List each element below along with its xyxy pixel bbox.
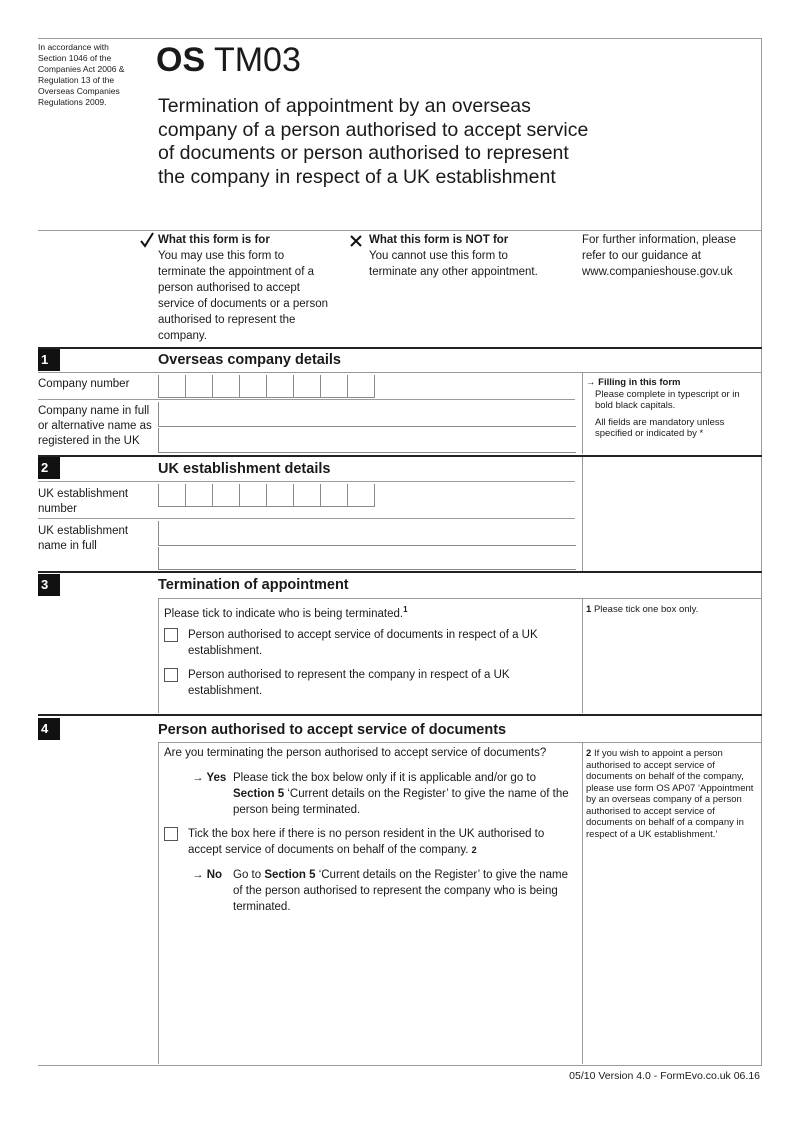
section-1-sidebar-divider (582, 372, 583, 454)
section-2-subrule (38, 481, 575, 482)
form-code-prefix: OS (156, 41, 206, 79)
section-4-question: Are you terminating the person authorised to accept service of documents? (164, 747, 547, 759)
no-label (192, 867, 222, 883)
footer-version: 05/10 Version 4.0 - FormEvo.co.uk 06.16 (569, 1070, 760, 1082)
form-title: Termination of appointment by an overseas company of a person authorised to accept service of documents or person authorised to represent the company in respect of a UK establishment (158, 95, 589, 188)
section-3-number: 3 (38, 574, 60, 596)
note-1-marker: 1 (586, 604, 592, 615)
section-1-rule (38, 347, 762, 349)
arrow-right-icon: → (586, 377, 599, 388)
uk-establishment-name-label: UK establishment name in full (38, 525, 129, 552)
company-name-label: Company name in full or alternative name as registered in the UK (38, 405, 152, 447)
section-2-rule (38, 455, 762, 457)
section-3-rule (38, 571, 762, 573)
no-text-a: Go to (233, 869, 262, 881)
no-text-b: ‘Current details on the Register’ to give the name of the person authorised to represent the company who is being terminated. (233, 869, 568, 913)
yes-text-b: ‘Current details on the Register’ to give the name of the person being terminated. (233, 788, 569, 816)
further-info: For further information, please refer to our guidance at www.companieshouse.gov.uk (582, 234, 737, 278)
note-2-marker: 2 (586, 748, 592, 759)
filling-note-text-2: All fields are mandatory unless specified or indicated by * (595, 416, 725, 439)
arrow-right-icon: → (192, 772, 207, 784)
footnote-1-marker: 1 (403, 605, 408, 614)
form-code (156, 40, 301, 80)
what-not-for-block (369, 232, 559, 280)
no-label-text: No (206, 869, 223, 881)
section-3-prompt-text: Please tick to indicate who is being terminated. (164, 607, 404, 620)
section-4-rule (38, 714, 762, 716)
section-4-sidebar-divider (582, 742, 583, 1064)
uk-establishment-number-input[interactable] (158, 484, 375, 507)
frame-top-line (38, 38, 762, 39)
section-4-heading: Person authorised to accept service of documents (158, 722, 507, 738)
yes-label (192, 770, 226, 786)
section-4-subrule (158, 742, 762, 743)
check-icon (139, 232, 155, 248)
section-4-note (586, 748, 758, 840)
what-for-text: You may use this form to terminate the appointment of a person authorised to accept service of documents or a person authorised to represent the company. (158, 250, 329, 342)
cross-icon (349, 234, 363, 248)
no-uk-person-text: Tick the box here if there is no person resident in the UK authorised to accept service of documents on behalf of the company. (188, 828, 545, 856)
section-4-note-text: If you wish to appoint a person authorised to accept service of documents on behalf of the company, please use form OS AP07 ‘Appointment by an overseas company of a person authorised to accept service of documents on behalf of a company in respect of a UK establishment.’ (586, 748, 754, 840)
section-1-subrule (38, 372, 762, 373)
section-4-left-border (158, 742, 159, 1064)
yes-text-a: Please tick the box below only if it is applicable and/or go to (233, 772, 537, 784)
section-2-heading: UK establishment details (158, 461, 331, 477)
no-instructions (233, 867, 568, 915)
section-2-sidebar-divider (582, 457, 583, 571)
what-for-heading: What this form is for (158, 234, 270, 246)
section-3-note (586, 604, 698, 616)
company-number-rule (38, 399, 575, 400)
intro-divider (38, 230, 762, 231)
terminate-represent-label: Person authorised to represent the company in respect of a UK establishment. (188, 669, 510, 697)
company-number-input[interactable] (158, 375, 375, 398)
uk-establishment-number-rule (38, 518, 575, 519)
yes-section-ref: Section 5 (233, 788, 285, 800)
uk-establishment-name-field-1[interactable] (158, 521, 576, 546)
frame-bottom-line (38, 1065, 762, 1066)
section-1-number: 1 (38, 349, 60, 371)
what-for-block (158, 232, 333, 344)
arrow-right-icon: → (192, 869, 207, 881)
uk-establishment-name-field-2[interactable] (158, 547, 576, 570)
filling-note (586, 377, 758, 440)
section-3-prompt (164, 602, 408, 622)
section-3-heading: Termination of appointment (158, 577, 349, 593)
section-4-number: 4 (38, 718, 60, 740)
section-2-number: 2 (38, 457, 60, 479)
uk-establishment-number-label: UK establishment number (38, 488, 129, 515)
what-not-for-heading: What this form is NOT for (369, 234, 509, 246)
terminate-represent-checkbox[interactable] (164, 668, 178, 682)
yes-instructions (233, 770, 576, 818)
footnote-2-marker: 2 (471, 845, 477, 855)
section-3-note-text: Please tick one box only. (593, 604, 699, 615)
section-3-left-border (158, 598, 159, 713)
legal-reference: In accordance with Section 1046 of the Companies Act 2006 & Regulation 13 of the Overseas Companies Regulations 2009. (38, 42, 125, 107)
section-3-sidebar-divider (582, 598, 583, 713)
section-1-heading: Overseas company details (158, 352, 341, 368)
company-name-field-1[interactable] (158, 402, 576, 427)
no-section-ref: Section 5 (264, 869, 316, 881)
filling-note-text-1: Please complete in typescript or in bold black capitals. (595, 388, 740, 411)
terminate-service-checkbox[interactable] (164, 628, 178, 642)
what-not-for-text: You cannot use this form to terminate any other appointment. (369, 250, 538, 278)
frame-right-line (761, 38, 762, 1066)
company-name-field-2[interactable] (158, 428, 576, 453)
no-uk-person-label (188, 826, 568, 858)
company-number-label: Company number (38, 378, 130, 390)
section-3-subrule (158, 598, 762, 599)
form-code-number: TM03 (213, 41, 301, 79)
terminate-service-label: Person authorised to accept service of documents in respect of a UK establishment. (188, 629, 538, 657)
yes-label-text: Yes (206, 772, 227, 784)
no-uk-person-checkbox[interactable] (164, 827, 178, 841)
filling-note-heading: Filling in this form (598, 377, 681, 388)
